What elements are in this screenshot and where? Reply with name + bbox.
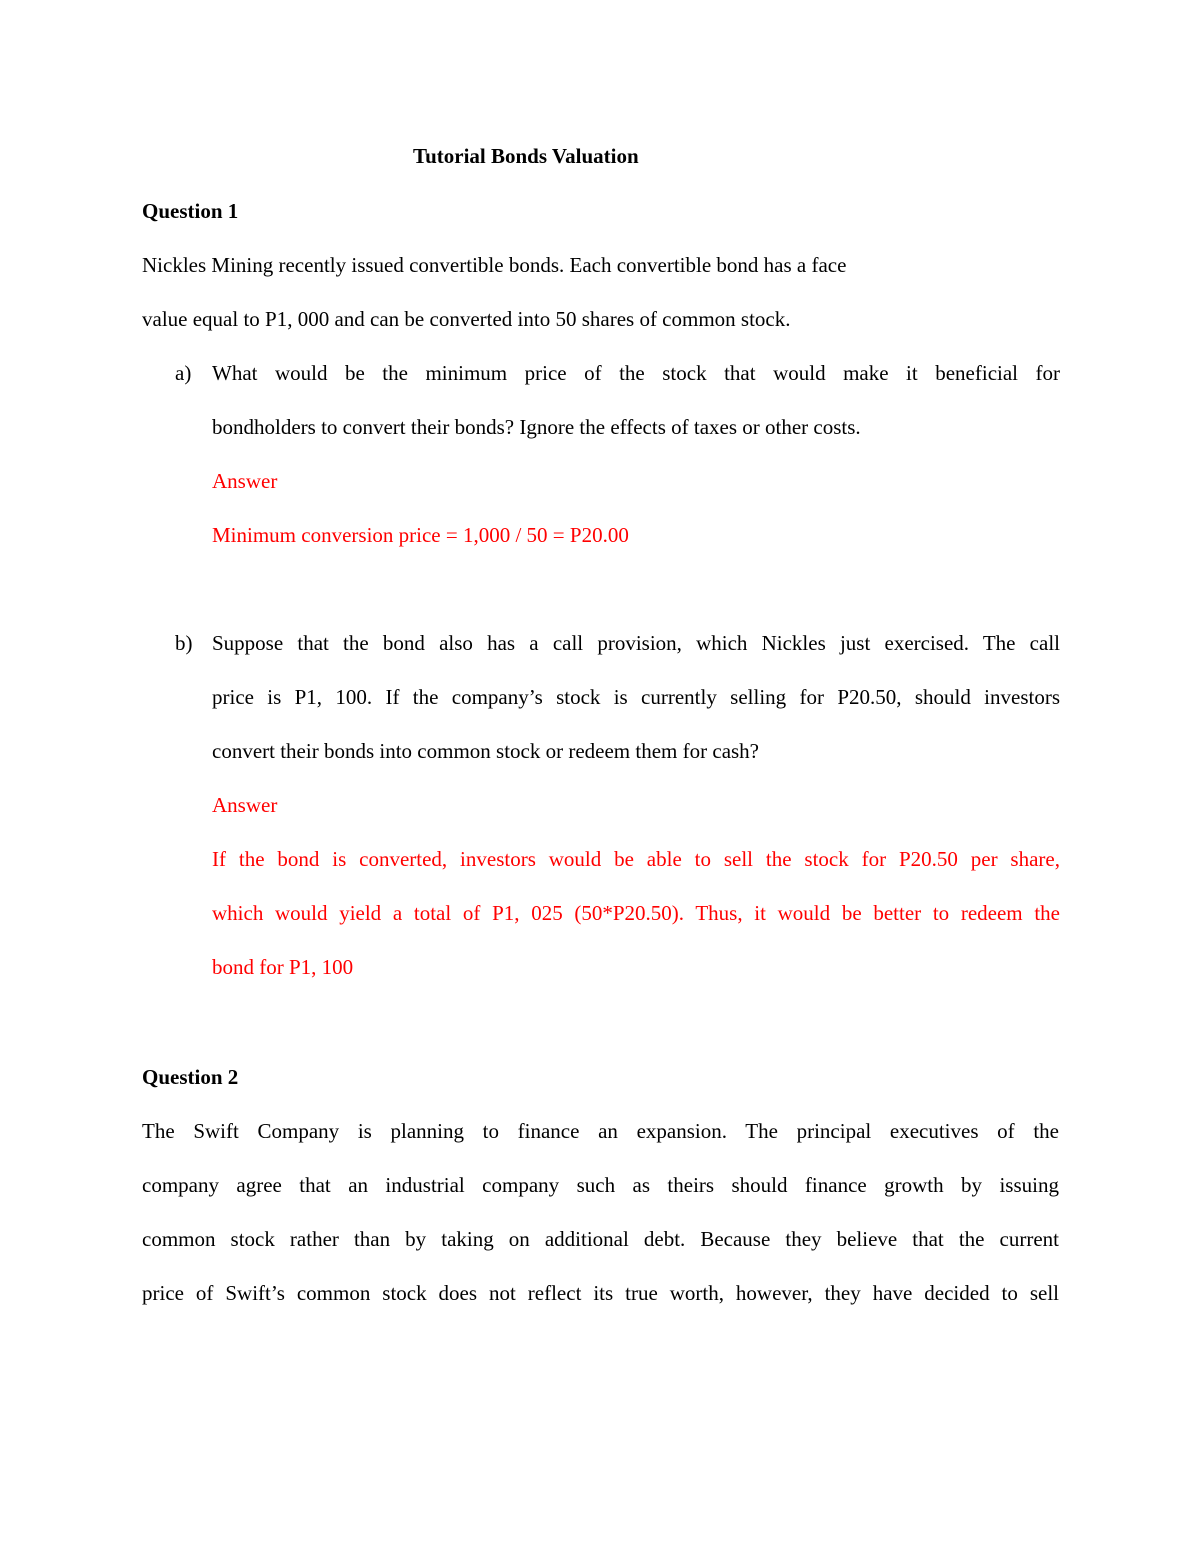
question-2-line-4: price of Swift’s common stock does not reflect its true worth, however, they have decided to sell (142, 1281, 1059, 1305)
part-b-answer-line-2: which would yield a total of P1, 025 (50*P20.50). Thus, it would be better to redeem the (212, 901, 1060, 925)
part-a-answer-label: Answer (212, 469, 278, 493)
part-a-marker: a) (175, 361, 192, 385)
part-b-marker: b) (175, 631, 193, 655)
question-1-intro-line-1: Nickles Mining recently issued convertible bonds. Each convertible bond has a face (142, 253, 847, 277)
question-1-heading: Question 1 (142, 199, 239, 223)
question-2-line-2: company agree that an industrial company such as theirs should finance growth by issuing (142, 1173, 1059, 1197)
part-b-question-line-2: price is P1, 100. If the company’s stock is currently selling for P20.50, should investors (212, 685, 1060, 709)
question-2-line-3: common stock rather than by taking on additional debt. Because they believe that the current (142, 1227, 1059, 1251)
part-a-question-line-2: bondholders to convert their bonds? Ignore the effects of taxes or other costs. (212, 415, 861, 439)
question-2-line-1: The Swift Company is planning to finance an expansion. The principal executives of the (142, 1119, 1059, 1143)
part-b-question-line-1: Suppose that the bond also has a call provision, which Nickles just exercised. The call (212, 631, 1060, 655)
part-a-answer-line-1: Minimum conversion price = 1,000 / 50 = P20.00 (212, 523, 629, 547)
part-a-question-line-1: What would be the minimum price of the stock that would make it beneficial for (212, 361, 1060, 385)
part-b-answer-line-1: If the bond is converted, investors would be able to sell the stock for P20.50 per share, (212, 847, 1060, 871)
question-2-heading: Question 2 (142, 1065, 239, 1089)
document-title: Tutorial Bonds Valuation (413, 144, 639, 168)
part-b-answer-line-3: bond for P1, 100 (212, 955, 354, 979)
part-b-answer-label: Answer (212, 793, 278, 817)
part-b-question-line-3: convert their bonds into common stock or redeem them for cash? (212, 739, 760, 763)
question-1-intro-line-2: value equal to P1, 000 and can be converted into 50 shares of common stock. (142, 307, 791, 331)
